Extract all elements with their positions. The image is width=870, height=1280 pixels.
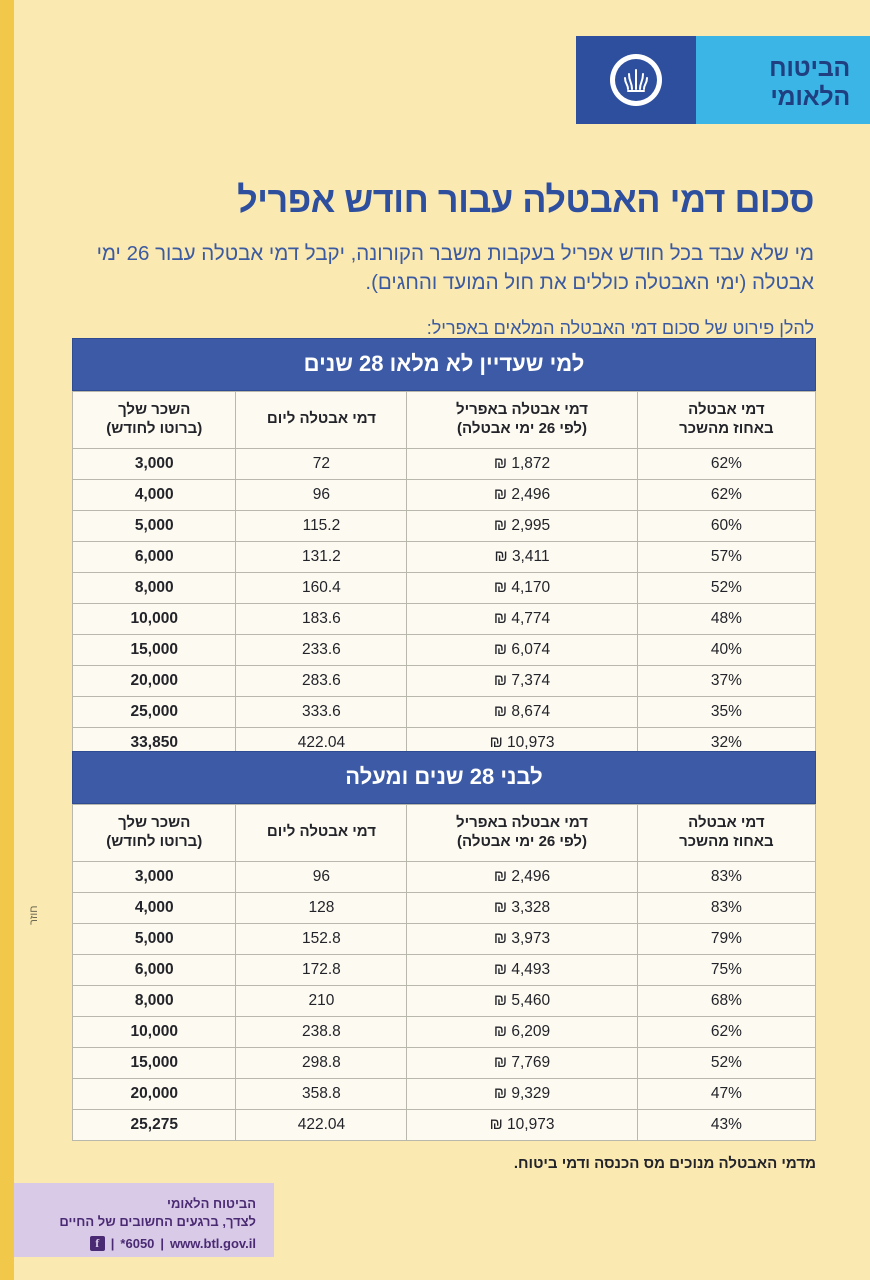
cell-daily: 422.04 bbox=[236, 727, 407, 758]
footer-website-link[interactable]: www.btl.gov.il bbox=[170, 1236, 256, 1252]
cell-daily: 210 bbox=[236, 985, 407, 1016]
cell-percent: 52% bbox=[637, 1047, 815, 1078]
cell-daily: 96 bbox=[236, 479, 407, 510]
table-header-row bbox=[73, 805, 816, 862]
table-block-under-28 bbox=[72, 338, 816, 759]
column-header-daily bbox=[236, 805, 407, 862]
cell-daily: 422.04 bbox=[236, 1109, 407, 1140]
cell-april: 4,170 ₪ bbox=[407, 572, 637, 603]
cell-daily: 96 bbox=[236, 861, 407, 892]
cell-salary: 33,850 bbox=[73, 727, 236, 758]
cell-percent: 32% bbox=[637, 727, 815, 758]
column-header-salary bbox=[73, 805, 236, 862]
cell-percent: 48% bbox=[637, 603, 815, 634]
page-content bbox=[14, 0, 870, 1280]
table-row bbox=[73, 510, 816, 541]
cell-daily: 172.8 bbox=[236, 954, 407, 985]
cell-salary: 3,000 bbox=[73, 448, 236, 479]
footer-separator-2: | bbox=[160, 1236, 165, 1252]
cell-percent: 52% bbox=[637, 572, 815, 603]
cell-salary: 20,000 bbox=[73, 665, 236, 696]
cell-daily: 115.2 bbox=[236, 510, 407, 541]
facebook-icon[interactable]: f bbox=[90, 1236, 105, 1251]
cell-april: 3,973 ₪ bbox=[407, 923, 637, 954]
cell-salary: 5,000 bbox=[73, 510, 236, 541]
logo-text-block bbox=[696, 36, 870, 124]
cell-percent: 62% bbox=[637, 479, 815, 510]
cell-percent: 83% bbox=[637, 892, 815, 923]
cell-salary: 10,000 bbox=[73, 1016, 236, 1047]
column-header-percent-line2: באחוז מהשכר bbox=[679, 419, 774, 437]
page-subtitle: מי שלא עבד בכל חודש אפריל בעקבות משבר הקורונה, יקבל דמי אבטלה עבור 26 ימי אבטלה (ימי האבטלה כוללים את חול המועד והחגים). bbox=[96, 241, 814, 295]
table-row bbox=[73, 1109, 816, 1140]
cell-daily: 72 bbox=[236, 448, 407, 479]
table-header-row bbox=[73, 392, 816, 449]
column-header-salary-line1: השכר שלך bbox=[118, 814, 191, 831]
table-row bbox=[73, 1078, 816, 1109]
cell-salary: 25,275 bbox=[73, 1109, 236, 1140]
column-header-april-line1: דמי אבטלה באפריל bbox=[456, 401, 588, 418]
national-insurance-logo bbox=[576, 36, 870, 124]
table-row bbox=[73, 696, 816, 727]
cell-percent: 83% bbox=[637, 861, 815, 892]
cell-percent: 47% bbox=[637, 1078, 815, 1109]
table-title-under-28: למי שעדיין לא מלאו 28 שנים bbox=[72, 338, 816, 391]
cell-daily: 333.6 bbox=[236, 696, 407, 727]
cell-april: 7,769 ₪ bbox=[407, 1047, 637, 1078]
table-row bbox=[73, 1016, 816, 1047]
cell-april: 1,872 ₪ bbox=[407, 448, 637, 479]
cell-april: 2,496 ₪ bbox=[407, 861, 637, 892]
cell-salary: 10,000 bbox=[73, 603, 236, 634]
table-row bbox=[73, 603, 816, 634]
cell-april: 10,973 ₪ bbox=[407, 727, 637, 758]
column-header-salary-line2: (ברוטו לחודש) bbox=[106, 832, 203, 850]
cell-salary: 15,000 bbox=[73, 634, 236, 665]
column-header-percent-line2: באחוז מהשכר bbox=[679, 832, 774, 850]
cell-april: 3,411 ₪ bbox=[407, 541, 637, 572]
page-title: סכום דמי האבטלה עבור חודש אפריל bbox=[237, 179, 814, 221]
table-row bbox=[73, 665, 816, 696]
table-row bbox=[73, 1047, 816, 1078]
column-header-salary bbox=[73, 392, 236, 449]
cell-daily: 233.6 bbox=[236, 634, 407, 665]
logo-line-2: הלאומי bbox=[770, 82, 850, 111]
column-header-percent-line1: דמי אבטלה bbox=[688, 814, 765, 831]
cell-daily: 128 bbox=[236, 892, 407, 923]
cell-april: 4,774 ₪ bbox=[407, 603, 637, 634]
column-header-daily-line1: דמי אבטלה ליום bbox=[266, 823, 376, 841]
column-header-april bbox=[407, 392, 637, 449]
cell-april: 7,374 ₪ bbox=[407, 665, 637, 696]
cell-salary: 20,000 bbox=[73, 1078, 236, 1109]
footnote-text: מדמי האבטלה מנוכים מס הכנסה ודמי ביטוח. bbox=[513, 1155, 816, 1172]
table-row bbox=[73, 923, 816, 954]
cell-percent: 57% bbox=[637, 541, 815, 572]
benefits-table-under-28 bbox=[72, 391, 816, 759]
benefits-table-over-28 bbox=[72, 804, 816, 1141]
table-row bbox=[73, 541, 816, 572]
cell-daily: 183.6 bbox=[236, 603, 407, 634]
table-row bbox=[73, 861, 816, 892]
table-row bbox=[73, 985, 816, 1016]
footer-contact-badge bbox=[14, 1183, 274, 1257]
footer-phone[interactable]: *6050 bbox=[120, 1236, 155, 1252]
cell-salary: 25,000 bbox=[73, 696, 236, 727]
cell-salary: 4,000 bbox=[73, 479, 236, 510]
page-left-accent-strip bbox=[0, 0, 14, 1280]
cell-salary: 3,000 bbox=[73, 861, 236, 892]
side-margin-mark: חוזר bbox=[28, 905, 40, 925]
column-header-daily-line1: דמי אבטלה ליום bbox=[266, 410, 376, 428]
cell-percent: 62% bbox=[637, 1016, 815, 1047]
cell-salary: 15,000 bbox=[73, 1047, 236, 1078]
cell-daily: 238.8 bbox=[236, 1016, 407, 1047]
footer-slogan-line: לצדך, ברגעים החשובים של החיים bbox=[59, 1213, 256, 1229]
cell-april: 8,674 ₪ bbox=[407, 696, 637, 727]
cell-daily: 131.2 bbox=[236, 541, 407, 572]
column-header-april-line2: (לפי 26 ימי אבטלה) bbox=[457, 832, 588, 850]
column-header-april bbox=[407, 805, 637, 862]
table-row bbox=[73, 892, 816, 923]
column-header-april-line2: (לפי 26 ימי אבטלה) bbox=[457, 419, 588, 437]
table-row bbox=[73, 634, 816, 665]
cell-salary: 8,000 bbox=[73, 985, 236, 1016]
cell-percent: 43% bbox=[637, 1109, 815, 1140]
cell-april: 10,973 ₪ bbox=[407, 1109, 637, 1140]
cell-april: 2,496 ₪ bbox=[407, 479, 637, 510]
table-row bbox=[73, 572, 816, 603]
column-header-salary-line1: השכר שלך bbox=[118, 401, 191, 418]
column-header-salary-line2: (ברוטו לחודש) bbox=[106, 419, 203, 437]
cell-salary: 6,000 bbox=[73, 541, 236, 572]
cell-salary: 8,000 bbox=[73, 572, 236, 603]
column-header-percent bbox=[637, 392, 815, 449]
page-lead-text: להלן פירוט של סכום דמי האבטלה המלאים באפריל: bbox=[426, 318, 814, 338]
cell-april: 6,074 ₪ bbox=[407, 634, 637, 665]
cell-april: 2,995 ₪ bbox=[407, 510, 637, 541]
cell-daily: 152.8 bbox=[236, 923, 407, 954]
table-row bbox=[73, 448, 816, 479]
menorah-emblem-icon bbox=[610, 54, 662, 106]
cell-daily: 358.8 bbox=[236, 1078, 407, 1109]
cell-percent: 79% bbox=[637, 923, 815, 954]
table-row bbox=[73, 479, 816, 510]
table-row bbox=[73, 954, 816, 985]
column-header-daily bbox=[236, 392, 407, 449]
cell-percent: 40% bbox=[637, 634, 815, 665]
cell-salary: 6,000 bbox=[73, 954, 236, 985]
column-header-percent bbox=[637, 805, 815, 862]
cell-percent: 62% bbox=[637, 448, 815, 479]
cell-april: 5,460 ₪ bbox=[407, 985, 637, 1016]
table-block-over-28 bbox=[72, 751, 816, 1141]
cell-percent: 35% bbox=[637, 696, 815, 727]
cell-daily: 160.4 bbox=[236, 572, 407, 603]
logo-emblem-panel bbox=[576, 36, 696, 124]
cell-percent: 75% bbox=[637, 954, 815, 985]
cell-salary: 4,000 bbox=[73, 892, 236, 923]
cell-percent: 37% bbox=[637, 665, 815, 696]
column-header-percent-line1: דמי אבטלה bbox=[688, 401, 765, 418]
cell-april: 3,328 ₪ bbox=[407, 892, 637, 923]
cell-april: 4,493 ₪ bbox=[407, 954, 637, 985]
cell-percent: 68% bbox=[637, 985, 815, 1016]
logo-line-1: הביטוח bbox=[769, 54, 850, 82]
footer-brand-line: הביטוח הלאומי bbox=[167, 1196, 256, 1211]
cell-april: 9,329 ₪ bbox=[407, 1078, 637, 1109]
footer-separator-1: | bbox=[110, 1236, 115, 1252]
cell-daily: 283.6 bbox=[236, 665, 407, 696]
column-header-april-line1: דמי אבטלה באפריל bbox=[456, 814, 588, 831]
footer-contact-row bbox=[32, 1236, 256, 1251]
cell-april: 6,209 ₪ bbox=[407, 1016, 637, 1047]
cell-salary: 5,000 bbox=[73, 923, 236, 954]
table-title-over-28: לבני 28 שנים ומעלה bbox=[72, 751, 816, 804]
cell-daily: 298.8 bbox=[236, 1047, 407, 1078]
cell-percent: 60% bbox=[637, 510, 815, 541]
